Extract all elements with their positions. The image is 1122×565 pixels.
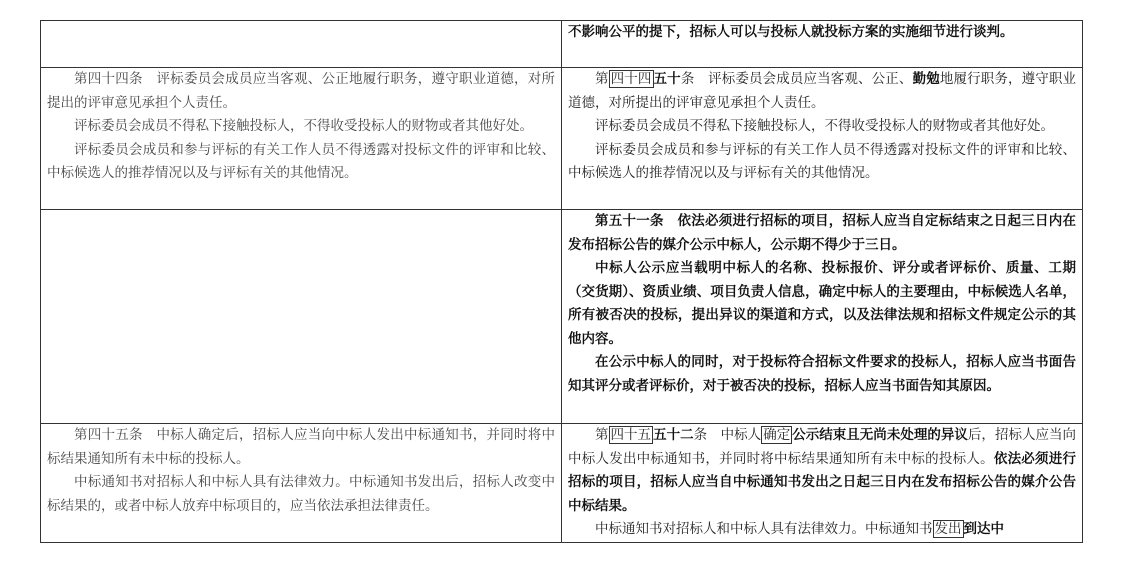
new-text-cell (562, 424, 1083, 543)
paragraph: 评标委员会成员不得私下接触投标人，不得收受投标人的财物或者其他好处。 (74, 118, 533, 134)
old-text-cell (41, 21, 562, 68)
text-run: 后，招标人应当向中标人发出中标通知书，并同时将中标结果通知所有未中标的投标人。 (568, 427, 1077, 467)
old-text-cell (41, 424, 562, 543)
inserted-text: 五十 (653, 71, 681, 87)
paragraph: 第四十四条 评标委员会成员应当客观、公正地履行职务，遵守职业道德，对所提出的评审意见承担个人责任。 (47, 71, 555, 111)
paragraph (568, 518, 1076, 542)
inserted-text: 依法必须进行招标的项目，招标人应当自中标通知书发出之日起三日内在发布招标公告的媒介公告中标结果。 (568, 450, 1077, 514)
table-row (41, 68, 1083, 210)
table-row (41, 210, 1083, 424)
old-text-cell (41, 68, 562, 210)
text-run: 条 中标人 (693, 427, 762, 443)
paragraph: 评标委员会成员不得私下接触投标人，不得收受投标人的财物或者其他好处。 (595, 118, 1054, 134)
text-run: 第 (595, 427, 609, 443)
paragraph: 中标人公示应当载明中标人的名称、投标报价、评分或者评标价、质量、工期（交货期）、资质业绩、项目负责人信息，确定中标人的主要理由，中标候选人名单，所有被否决的投标，提出异议的渠道和方式，以及法律法规和招标文件规定公示的其他内容。 (568, 260, 1076, 347)
text-run: 地履行职务，遵守职业道德，对所提出的评审意见承担个人责任。 (568, 71, 1077, 111)
paragraph: 评标委员会成员和参与评标的有关工作人员不得透露对投标文件的评审和比较、中标候选人的推荐情况以及与评标有关的其他情况。 (568, 141, 1076, 181)
inserted-text: 到达中 (963, 521, 1004, 537)
inserted-text: 勤勉 (912, 71, 940, 87)
deleted-text: 确定 (763, 427, 791, 443)
text-run: 第 (595, 71, 609, 87)
new-text-cell (562, 210, 1083, 424)
inserted-text: 五十二 (653, 427, 694, 443)
deleted-text: 发出 (934, 521, 962, 537)
text-run: 条 评标委员会成员应当客观、公正、 (680, 71, 913, 87)
new-text-cell (562, 21, 1083, 68)
table-row (41, 21, 1083, 68)
deleted-text: 四十五 (610, 427, 652, 443)
paragraph: 第五十一条 依法必须进行招标的项目，招标人应当自定标结束之日起三日内在发布招标公告的媒介公示中标人，公示期不得少于三日。 (568, 213, 1076, 253)
table-row (41, 424, 1083, 543)
paragraph: 评标委员会成员和参与评标的有关工作人员不得透露对投标文件的评审和比较、中标候选人的推荐情况以及与评标有关的其他情况。 (47, 141, 555, 181)
paragraph (568, 424, 1076, 518)
old-text-cell (41, 210, 562, 424)
inserted-text: 公示结束且无尚未处理的异议 (792, 427, 968, 443)
deleted-text: 四十四 (610, 71, 652, 87)
paragraph: 不影响公平的提下，招标人可以与投标人就投标方案的实施细节进行谈判。 (568, 24, 1014, 40)
paragraph (568, 68, 1076, 115)
comparison-table (40, 20, 1083, 543)
paragraph: 在公示中标人的同时，对于投标符合招标文件要求的投标人，招标人应当书面告知其评分或者评标价，对于被否决的投标，招标人应当书面告知其原因。 (568, 354, 1076, 394)
text-run: 中标通知书对招标人和中标人具有法律效力。中标通知书 (595, 521, 933, 537)
paragraph: 中标通知书对招标人和中标人具有法律效力。中标通知书发出后，招标人改变中标结果的，或者中标人放弃中标项目的，应当依法承担法律责任。 (47, 474, 555, 514)
paragraph: 第四十五条 中标人确定后，招标人应当向中标人发出中标通知书，并同时将中标结果通知所有未中标的投标人。 (47, 427, 555, 467)
new-text-cell (562, 68, 1083, 210)
